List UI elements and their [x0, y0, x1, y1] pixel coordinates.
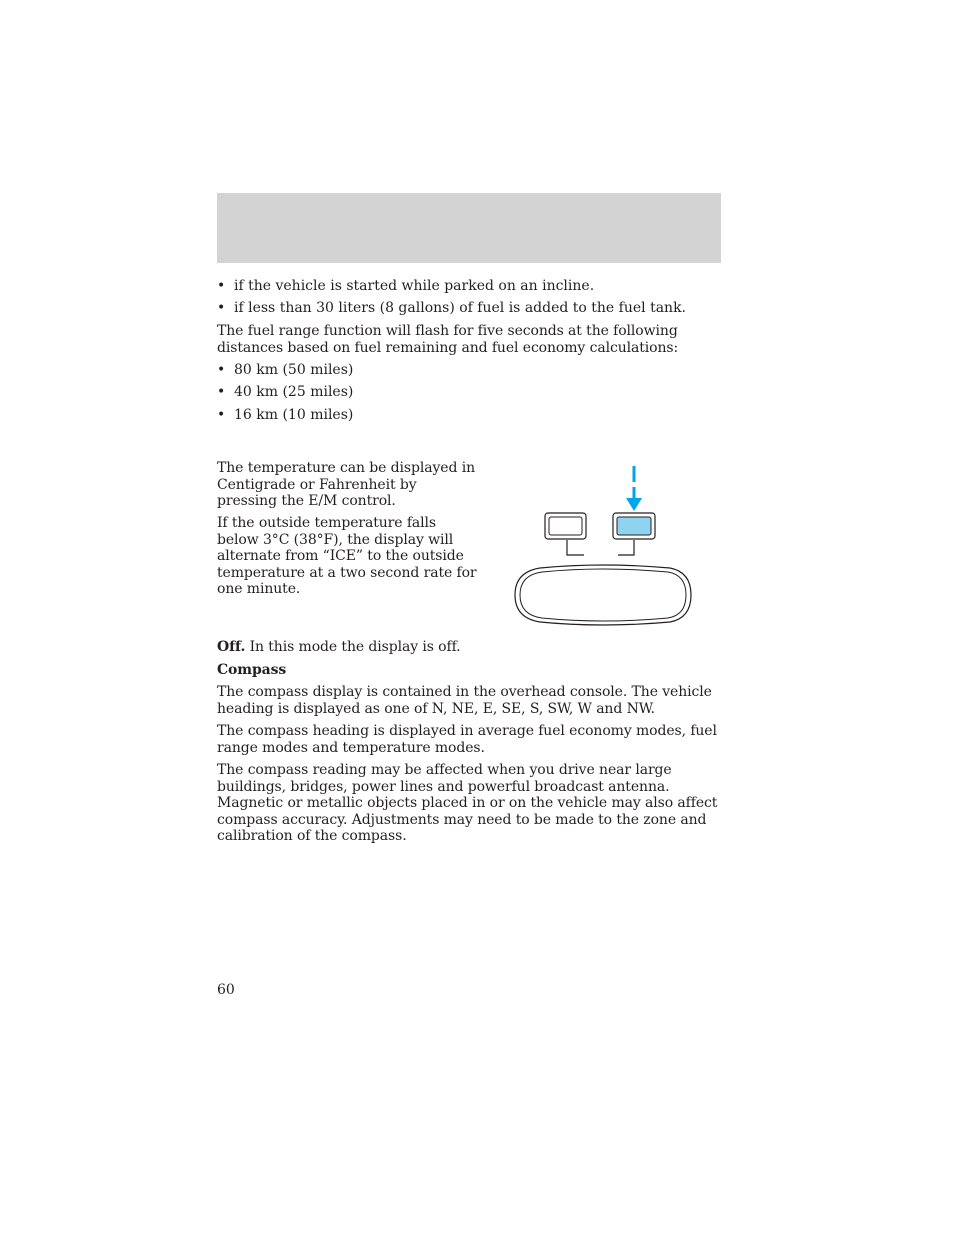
pointer-arrow-icon — [626, 466, 642, 511]
fuel-range-paragraph: The fuel range function will flash for five seconds at the following distances based on fuel remaining and fuel economy calculations: — [217, 323, 679, 356]
ice-warning-paragraph: If the outside temperature falls below 3°C (38°F), the display will alternate from “ICE” to the outside temperature at a two second rate for one minute. — [217, 515, 477, 597]
bullet-icon: • — [217, 300, 226, 316]
page-number: 60 — [217, 982, 235, 998]
bullet-icon: • — [217, 407, 226, 423]
console-button-icon — [545, 513, 586, 555]
list-item — [217, 362, 353, 379]
overhead-display-icon — [515, 565, 691, 625]
compass-paragraph-2: The compass heading is displayed in average fuel economy modes, fuel range modes and temperature modes. — [217, 723, 717, 756]
bullet-icon: • — [217, 362, 226, 378]
compass-paragraph-3: The compass reading may be affected when you drive near large buildings, bridges, power lines and powerful broadcast antenna. Magnetic or metallic objects placed in or on the vehicle may also affect compass accuracy. Adjustments may need to be made to the zone and calibration of the compass. — [217, 762, 718, 844]
off-text: In this mode the display is off. — [245, 639, 461, 655]
bullet-text: 40 km (25 miles) — [234, 384, 354, 400]
list-item — [217, 278, 594, 295]
bullet-icon: • — [217, 384, 226, 400]
bullet-icon: • — [217, 278, 226, 294]
list-item — [217, 300, 686, 317]
bullet-text: 16 km (10 miles) — [234, 407, 354, 423]
bullet-text: if the vehicle is started while parked on an incline. — [234, 278, 595, 294]
compass-heading: Compass — [217, 662, 287, 678]
compass-paragraph-1: The compass display is contained in the overhead console. The vehicle heading is displayed as one of N, NE, E, SE, S, SW, W and NW. — [217, 684, 712, 717]
bullet-text: 80 km (50 miles) — [234, 362, 354, 378]
temperature-units-paragraph: The temperature can be displayed in Centigrade or Fahrenheit by pressing the E/M control. — [217, 460, 475, 509]
list-item — [217, 407, 353, 424]
off-mode-paragraph — [217, 639, 461, 656]
section-header-band — [217, 193, 721, 263]
em-control-button-icon — [613, 513, 655, 555]
list-item — [217, 384, 353, 401]
off-label: Off. — [217, 639, 246, 655]
bullet-text: if less than 30 liters (8 gallons) of fuel is added to the fuel tank. — [234, 300, 686, 316]
overhead-console-diagram — [510, 462, 695, 627]
